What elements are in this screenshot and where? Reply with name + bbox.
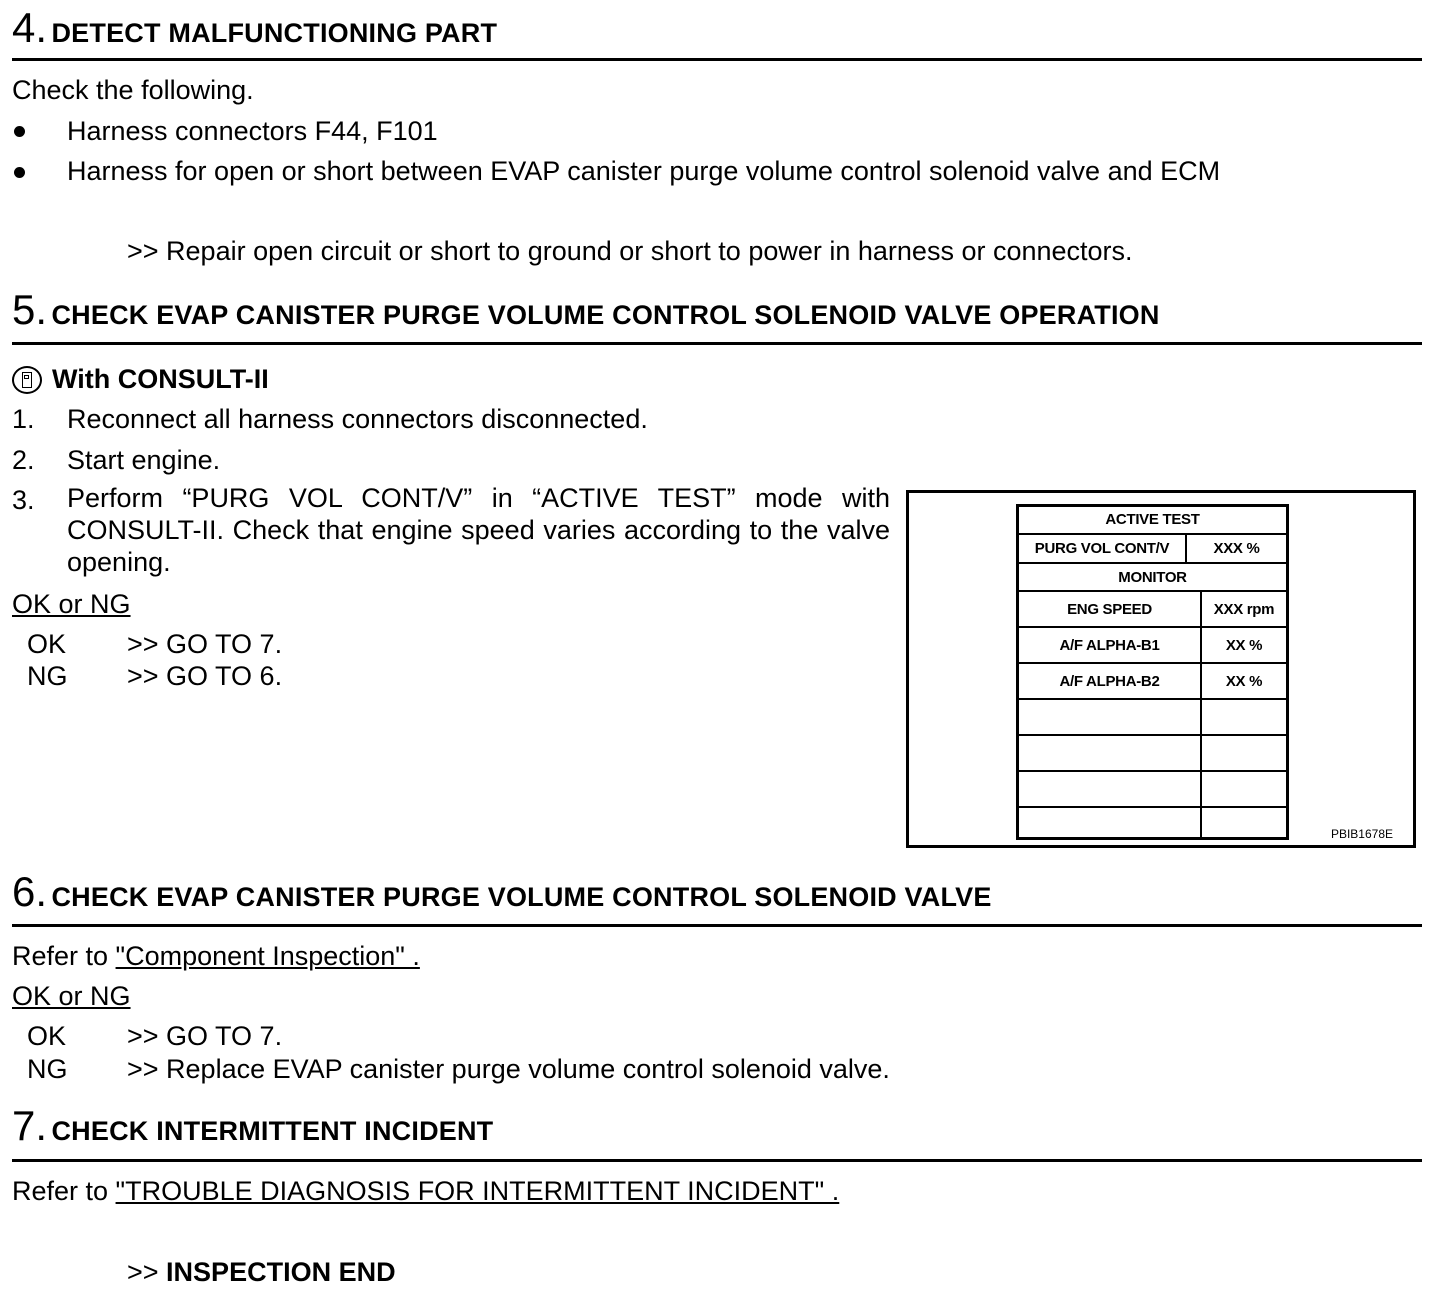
component-inspection-link[interactable]: "Component Inspection" . <box>115 941 420 971</box>
bullet-icon <box>14 167 25 178</box>
bullet-item: Harness for open or short between EVAP canister purge volume control solenoid valve and ECM <box>67 156 1221 186</box>
consult-tool-icon <box>12 366 42 394</box>
test-value: XXX % <box>1213 540 1260 557</box>
step-4-heading <box>12 6 497 50</box>
monitor-item: ENG SPEED <box>1067 601 1152 618</box>
ok-ng-label: OK or NG <box>12 589 131 619</box>
result-label: OK <box>27 1021 67 1051</box>
result-action: >> GO TO 7. <box>127 1021 283 1051</box>
step-title: CHECK EVAP CANISTER PURGE VOLUME CONTROL SOLENOID VALVE OPERATION <box>51 300 1160 330</box>
result-label: NG <box>27 1054 68 1084</box>
refer-text <box>12 1175 839 1207</box>
result-label: NG <box>27 661 68 691</box>
figure-code: PBIB1678E <box>1330 827 1393 841</box>
result-action: >> Replace EVAP canister purge volume control solenoid valve. <box>127 1054 890 1084</box>
heading-rule <box>12 1159 1422 1162</box>
monitor-value: XX % <box>1225 673 1263 690</box>
list-item: Perform “PURG VOL CONT/V” in “ACTIVE TEST” mode with CONSULT-II. Check that engine speed varies according to the valve opening. <box>67 483 890 577</box>
step-5-heading <box>12 288 1160 332</box>
inspection-end <box>127 1256 396 1288</box>
test-item: PURG VOL CONT/V <box>1034 540 1170 557</box>
step-number: 7. <box>12 1102 48 1149</box>
active-test-figure <box>906 490 1416 848</box>
table-header: ACTIVE TEST <box>1105 511 1200 528</box>
heading-rule <box>12 58 1422 61</box>
bullet-item: Harness connectors F44, F101 <box>67 116 438 146</box>
end-text: INSPECTION END <box>166 1257 396 1287</box>
step-6-heading <box>12 870 992 914</box>
list-number: 1. <box>12 404 35 434</box>
trouble-diagnosis-link[interactable]: "TROUBLE DIAGNOSIS FOR INTERMITTENT INCIDENT" . <box>115 1176 840 1206</box>
step-number: 4. <box>12 4 48 51</box>
heading-rule <box>12 342 1422 345</box>
bullet-icon <box>14 126 25 137</box>
end-prefix: >> <box>127 1257 167 1287</box>
result-action: >> GO TO 7. <box>127 629 283 659</box>
list-number: 2. <box>12 445 35 475</box>
step-title: CHECK INTERMITTENT INCIDENT <box>51 1116 494 1146</box>
active-test-table <box>1016 504 1289 840</box>
list-item: Start engine. <box>67 445 221 475</box>
refer-prefix: Refer to <box>12 1176 116 1206</box>
result-label: OK <box>27 629 67 659</box>
step-title: CHECK EVAP CANISTER PURGE VOLUME CONTROL SOLENOID VALVE <box>51 882 992 912</box>
monitor-value: XXX rpm <box>1213 601 1275 618</box>
step-title: DETECT MALFUNCTIONING PART <box>51 18 498 48</box>
step-number: 6. <box>12 868 48 915</box>
refer-prefix: Refer to <box>12 941 116 971</box>
result-action: >> GO TO 6. <box>127 661 283 691</box>
monitor-item: A/F ALPHA-B1 <box>1059 637 1160 654</box>
step-7-heading <box>12 1104 493 1148</box>
repair-action: >> Repair open circuit or short to ground or short to power in harness or connectors. <box>127 236 1133 266</box>
monitor-label: MONITOR <box>1118 569 1187 586</box>
ok-ng-label: OK or NG <box>12 981 131 1011</box>
list-item: Reconnect all harness connectors disconnected. <box>67 404 648 434</box>
check-intro: Check the following. <box>12 75 254 105</box>
heading-rule <box>12 924 1422 927</box>
mode-label: With CONSULT-II <box>52 364 269 394</box>
refer-text <box>12 940 420 972</box>
list-number: 3. <box>12 485 35 515</box>
monitor-value: XX % <box>1225 637 1263 654</box>
monitor-item: A/F ALPHA-B2 <box>1059 673 1160 690</box>
step-number: 5. <box>12 286 48 333</box>
